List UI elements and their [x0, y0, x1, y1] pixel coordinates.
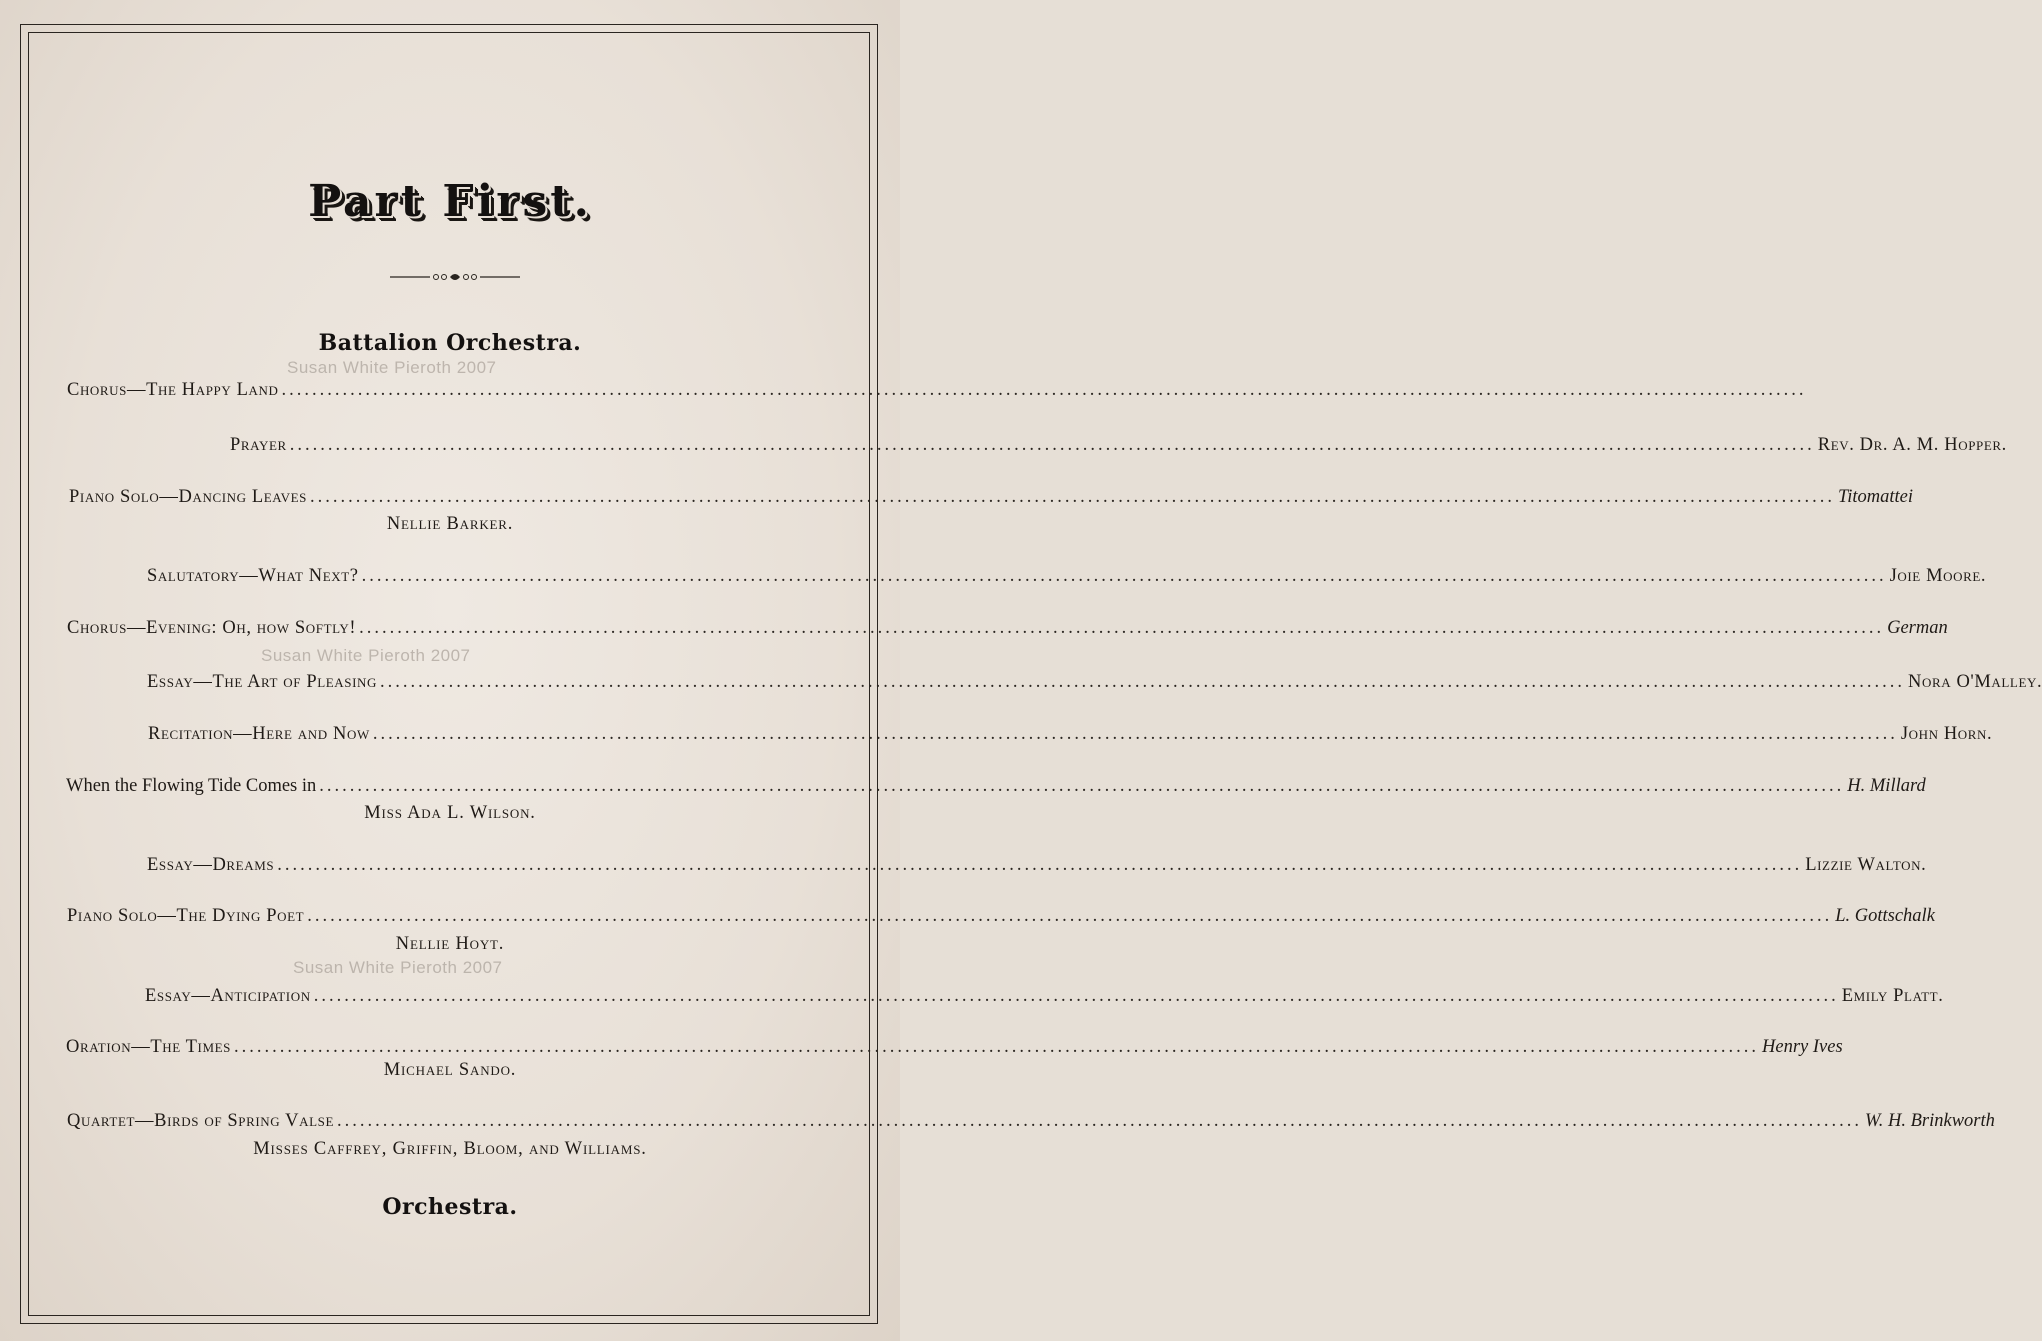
opening-orchestra-heading: Battalion Orchestra.: [318, 330, 582, 356]
leader-dots: ........................................................................................................................................................................................................: [337, 1111, 1863, 1131]
leader-dots: ........................................................................................................................................................................................................: [234, 1037, 1760, 1057]
watermark: Susan White Pieroth 2007: [261, 646, 471, 665]
performer-name: Nellie Hoyt.: [395, 934, 505, 954]
leader-dots: ........................................................................................................................................................................................................: [281, 380, 1807, 400]
leader-dots: ........................................................................................................................................................................................................: [319, 776, 1845, 796]
performer-name: Nellie Barker.: [386, 514, 514, 534]
watermark: Susan White Pieroth 2007: [293, 958, 503, 977]
program-item: Piano Solo—The Dying Poet ........................................................................................................................................................................................................ L. Gottschalk: [67, 906, 1935, 926]
leader-dots: ........................................................................................................................................................................................................: [307, 906, 1833, 926]
program-item: Salutatory—What Next? ........................................................................................................................................................................................................ Joie Moore.: [147, 566, 1987, 586]
leader-dots: ........................................................................................................................................................................................................: [359, 618, 1885, 638]
leader-dots: ........................................................................................................................................................................................................: [277, 855, 1803, 875]
ornament-divider-icon: [390, 270, 520, 284]
closing-orchestra-heading: Orchestra.: [382, 1194, 518, 1220]
performer-name: Michael Sando.: [383, 1060, 517, 1080]
program-item: Essay—Dreams ........................................................................................................................................................................................................ Lizzie Walton.: [147, 855, 1927, 875]
program-item: Chorus—Evening: Oh, how Softly! ........................................................................................................................................................................................................ German: [67, 618, 1948, 638]
program-item: Oration—The Times ........................................................................................................................................................................................................ Henry Ives: [66, 1037, 1843, 1057]
leader-dots: ........................................................................................................................................................................................................: [289, 435, 1815, 455]
leader-dots: ........................................................................................................................................................................................................: [380, 672, 1906, 692]
program-item: Chorus—The Happy Land ........................................................................................................................................................................................................: [67, 380, 1807, 400]
program-item: Essay—The Art of Pleasing ........................................................................................................................................................................................................ Nora O'Malley.: [147, 672, 2042, 692]
program-item: Quartet—Birds of Spring Valse ........................................................................................................................................................................................................ W. H. Brinkworth: [67, 1111, 1995, 1131]
leader-dots: ........................................................................................................................................................................................................: [309, 487, 1835, 507]
program-item: Recitation—Here and Now ........................................................................................................................................................................................................ John Horn.: [148, 724, 1993, 744]
performer-name: Miss Ada L. Wilson.: [364, 803, 536, 823]
leader-dots: ........................................................................................................................................................................................................: [361, 566, 1887, 586]
leader-dots: ........................................................................................................................................................................................................: [313, 986, 1839, 1006]
program-item: When the Flowing Tide Comes in ........................................................................................................................................................................................................ H. Millard: [66, 776, 1926, 796]
watermark: Susan White Pieroth 2007: [287, 358, 497, 377]
program-item: Essay—Anticipation ........................................................................................................................................................................................................ Emily Platt.: [145, 986, 1944, 1006]
performer-name: Misses Caffrey, Griffin, Bloom, and Williams.: [253, 1139, 647, 1159]
page-title: Part First.: [308, 176, 592, 227]
program-item: Piano Solo—Dancing Leaves ........................................................................................................................................................................................................ Titomattei: [69, 487, 1914, 507]
program-item: Prayer ........................................................................................................................................................................................................ Rev. Dr. A. M. Hopper.: [230, 435, 2007, 455]
leader-dots: ........................................................................................................................................................................................................: [372, 724, 1898, 744]
